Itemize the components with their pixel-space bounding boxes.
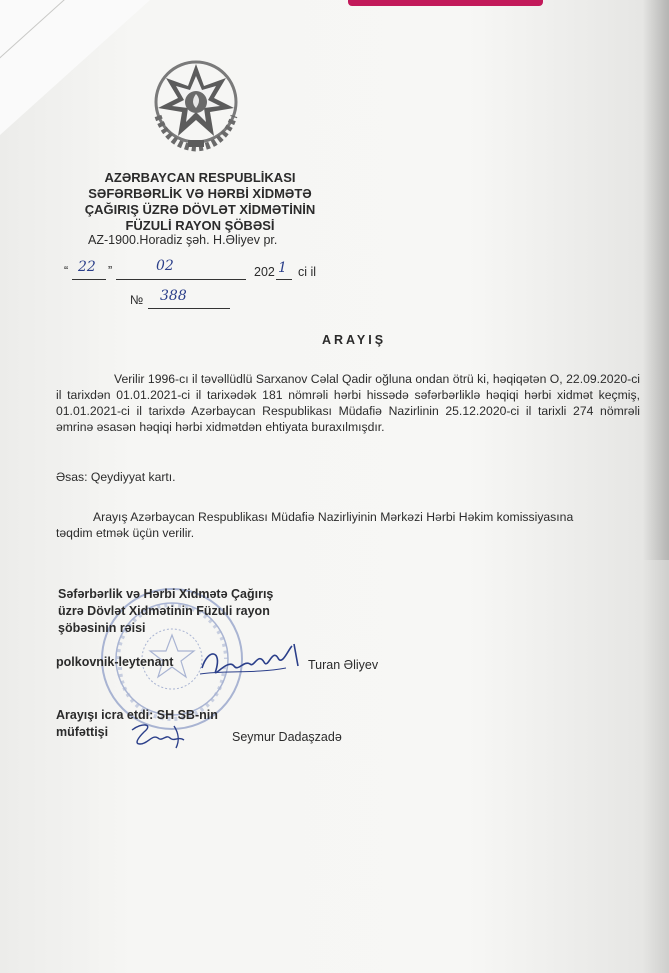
- signatory2-name: Seymur Dadaşzadə: [232, 730, 342, 744]
- signature-1-icon: [194, 640, 306, 688]
- body-basis: Əsas: Qeydiyyat kartı.: [56, 470, 176, 484]
- corner-color-mark: [348, 0, 543, 6]
- date-suffix: ci il: [298, 265, 317, 279]
- date-month: 02: [156, 258, 174, 274]
- number-label: №: [130, 293, 144, 307]
- date-year-suffix: 1: [278, 260, 287, 276]
- folded-corner: [0, 0, 150, 135]
- header-line-department: FÜZULİ RAYON ŞÖBƏSİ: [125, 218, 275, 233]
- header-address: AZ-1900.Horadiz şəh. H.Əliyev pr.: [88, 233, 278, 247]
- page-edge-shadow: [643, 0, 669, 560]
- document-title: ARAYIŞ: [322, 333, 387, 347]
- date-open-quote: “: [64, 264, 69, 278]
- body-paragraph-main: Verilir 1996-cı il təvəllüdlü Sarxanov Cəlal Qadir oğluna ondan ötrü ki, həqiqətən O, 22.09.2020-ci il tarixdən 01.01.2021-ci il tarixədək 181 nömrəli hərbi hissədə səfərbərliklə həqiqi hərbi xidmət keçmiş, 01.01.2021-ci il tarixdə Azərbaycan Respublikası Müdafiə Nazirlinin 25.12.2020-ci il tarixli 274 nömrəli əmrinə əsasən həqiqi hərbi xidmətdən ehtiyata buraxılmışdır.: [56, 372, 640, 434]
- signatory1-name: Turan Əliyev: [308, 658, 379, 672]
- date-close-quote: ”: [108, 264, 113, 278]
- state-emblem-icon: [148, 56, 244, 152]
- date-day: 22: [78, 259, 96, 275]
- body-paragraph-purpose: Arayış Azərbaycan Respublikası Müdafiə Nazirliyinin Mərkəzi Hərbi Həkim komissiyasına təqdim etmək üçün verilir.: [56, 510, 574, 540]
- date-row: [64, 258, 364, 284]
- date-year-prefix: 202: [254, 265, 275, 279]
- date-month-line: [116, 264, 246, 280]
- signatory2-title-line2: müfəttişi: [56, 725, 109, 739]
- signature-2-icon: [126, 718, 192, 754]
- signatory1-title-line1: Səfərbərlik və Hərbi Xidmətə Çağırış: [58, 587, 274, 601]
- number-value: 388: [160, 288, 187, 304]
- header-line-republic: AZƏRBAYCAN RESPUBLİKASI: [104, 170, 296, 185]
- signatory1-rank: polkovnik-leytenant: [56, 655, 174, 669]
- signatory2-title-line1: Arayışı icra etdi: SH SB-nin: [56, 708, 218, 722]
- signatory1-title-line2: üzrə Dövlət Xidmətinin Füzuli rayon: [58, 604, 270, 618]
- header-line-service-1: SƏFƏRBƏRLİK VƏ HƏRBİ XİDMƏTƏ: [88, 186, 312, 201]
- signatory1-title-line3: şöbəsinin rəisi: [58, 621, 146, 635]
- header-line-service-2: ÇAĞIRIŞ ÜZRƏ DÖVLƏT XİDMƏTİNİN: [84, 202, 316, 217]
